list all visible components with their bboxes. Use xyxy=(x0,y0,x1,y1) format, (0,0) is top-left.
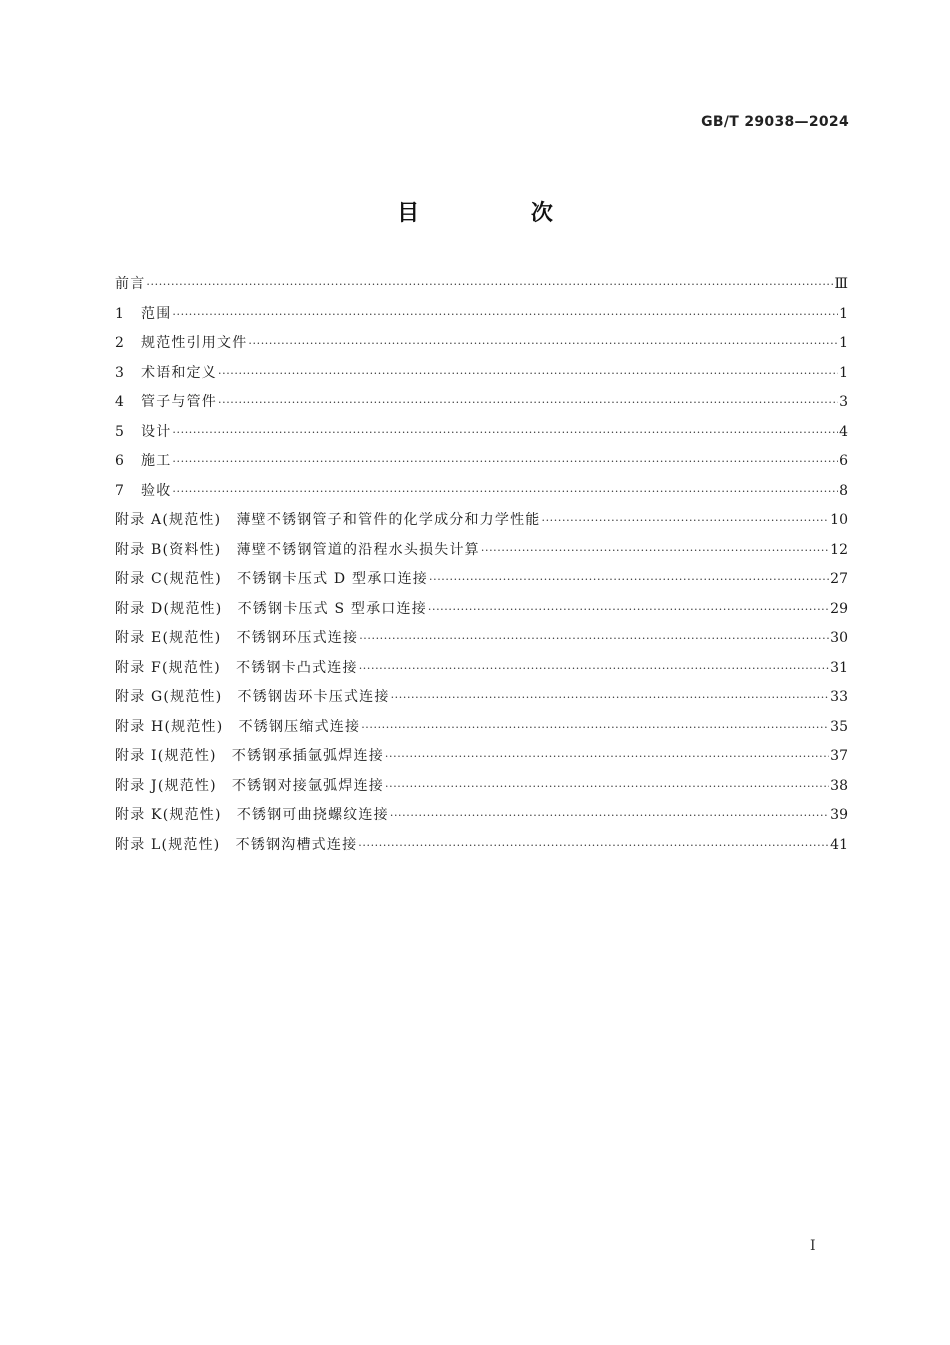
toc-entry-annex-a[interactable] xyxy=(115,506,848,536)
toc-leader-dots xyxy=(172,300,838,330)
toc-entry-annex-k[interactable] xyxy=(115,801,848,831)
toc-entry-number: 6 xyxy=(115,453,126,469)
table-of-contents xyxy=(115,270,848,860)
toc-entry-7[interactable] xyxy=(115,477,848,507)
toc-leader-dots xyxy=(359,654,829,684)
toc-leader-dots xyxy=(146,270,833,300)
page-title: 目 次 xyxy=(397,201,605,226)
toc-entry-label xyxy=(115,359,217,389)
toc-leader-dots xyxy=(218,388,838,418)
toc-entry-label: 附录 K(规范性) 不锈钢可曲挠螺纹连接 xyxy=(115,807,389,823)
toc-entry-page: 1 xyxy=(839,364,848,381)
toc-entry-label: 附录 H(规范性) 不锈钢压缩式连接 xyxy=(115,718,361,735)
toc-entry-label xyxy=(115,477,171,507)
toc-entry-page: 6 xyxy=(839,453,848,469)
toc-entry-text: 验收 xyxy=(141,482,172,499)
toc-entry-annex-f[interactable] xyxy=(115,654,848,684)
toc-entry-label: 附录 J(规范性) 不锈钢对接氩弧焊连接 xyxy=(115,777,384,794)
toc-entry-label xyxy=(115,300,171,330)
toc-entry-label: 附录 E(规范性) 不锈钢环压式连接 xyxy=(115,630,359,646)
toc-entry-label xyxy=(115,418,171,448)
toc-entry-page: 31 xyxy=(830,659,848,676)
toc-entry-page: 33 xyxy=(830,689,848,705)
toc-leader-dots xyxy=(172,418,838,448)
toc-entry-page: 29 xyxy=(830,600,848,617)
toc-entry-page: 4 xyxy=(839,423,848,440)
toc-entry-label: 前言 xyxy=(115,276,146,292)
toc-leader-dots xyxy=(481,536,829,566)
toc-entry-label: 附录 L(规范性) 不锈钢沟槽式连接 xyxy=(115,836,358,853)
toc-entry-annex-h[interactable] xyxy=(115,713,848,743)
toc-entry-number: 7 xyxy=(115,482,126,499)
toc-entry-page: Ⅲ xyxy=(834,276,848,292)
toc-entry-6[interactable] xyxy=(115,447,848,477)
toc-entry-page: 10 xyxy=(830,512,848,528)
toc-entry-5[interactable] xyxy=(115,418,848,448)
toc-entry-label: 附录 I(规范性) 不锈钢承插氩弧焊连接 xyxy=(115,748,384,764)
toc-entry-label: 附录 B(资料性) 薄壁不锈钢管道的沿程水头损失计算 xyxy=(115,541,480,558)
toc-leader-dots xyxy=(428,595,829,625)
toc-entry-label: 附录 C(规范性) 不锈钢卡压式 D 型承口连接 xyxy=(115,571,429,587)
toc-leader-dots xyxy=(172,477,838,507)
toc-entry-page: 8 xyxy=(839,482,848,499)
toc-leader-dots xyxy=(385,772,829,802)
toc-entry-page: 35 xyxy=(830,718,848,735)
toc-entry-annex-l[interactable] xyxy=(115,831,848,861)
toc-entry-label xyxy=(115,329,247,359)
page-number: Ⅰ xyxy=(810,1238,816,1254)
toc-leader-dots xyxy=(541,506,829,536)
toc-entry-number: 2 xyxy=(115,335,126,351)
standard-code: GB/T 29038—2024 xyxy=(701,114,849,130)
toc-entry-page: 1 xyxy=(839,305,848,322)
toc-leader-dots xyxy=(390,801,829,831)
toc-entry-page: 41 xyxy=(830,836,848,853)
toc-leader-dots xyxy=(248,329,838,359)
toc-entry-page: 27 xyxy=(830,571,848,587)
toc-entry-label xyxy=(115,388,217,418)
toc-entry-text: 设计 xyxy=(141,423,172,440)
toc-entry-annex-g[interactable] xyxy=(115,683,848,713)
toc-entry-number: 3 xyxy=(115,364,126,381)
toc-entry-2[interactable] xyxy=(115,329,848,359)
toc-entry-annex-i[interactable] xyxy=(115,742,848,772)
toc-entry-page: 30 xyxy=(830,630,848,646)
toc-entry-page: 3 xyxy=(839,394,848,410)
toc-entry-label: 附录 G(规范性) 不锈钢齿环卡压式连接 xyxy=(115,689,390,705)
toc-entry-number: 4 xyxy=(115,394,126,410)
toc-entry-foreword[interactable] xyxy=(115,270,848,300)
toc-entry-text: 术语和定义 xyxy=(141,364,217,381)
toc-entry-3[interactable] xyxy=(115,359,848,389)
toc-entry-label: 附录 F(规范性) 不锈钢卡凸式连接 xyxy=(115,659,358,676)
toc-entry-label: 附录 A(规范性) 薄壁不锈钢管子和管件的化学成分和力学性能 xyxy=(115,512,541,528)
toc-entry-annex-j[interactable] xyxy=(115,772,848,802)
toc-entry-annex-b[interactable] xyxy=(115,536,848,566)
toc-entry-number: 5 xyxy=(115,423,126,440)
toc-entry-annex-e[interactable] xyxy=(115,624,848,654)
toc-entry-number: 1 xyxy=(115,305,126,322)
toc-entry-page: 12 xyxy=(830,541,848,558)
toc-entry-4[interactable] xyxy=(115,388,848,418)
toc-entry-page: 1 xyxy=(839,335,848,351)
toc-entry-page: 38 xyxy=(830,777,848,794)
toc-leader-dots xyxy=(391,683,830,713)
toc-leader-dots xyxy=(359,624,829,654)
toc-leader-dots xyxy=(172,447,838,477)
toc-entry-page: 39 xyxy=(830,807,848,823)
toc-leader-dots xyxy=(358,831,829,861)
toc-entry-text: 范围 xyxy=(141,305,172,322)
toc-entry-page: 37 xyxy=(830,748,848,764)
toc-entry-text: 规范性引用文件 xyxy=(141,335,248,351)
toc-entry-annex-c[interactable] xyxy=(115,565,848,595)
toc-entry-label: 附录 D(规范性) 不锈钢卡压式 S 型承口连接 xyxy=(115,600,427,617)
toc-leader-dots xyxy=(218,359,838,389)
toc-leader-dots xyxy=(385,742,829,772)
toc-leader-dots xyxy=(429,565,829,595)
toc-entry-text: 施工 xyxy=(141,453,172,469)
toc-entry-label xyxy=(115,447,171,477)
toc-entry-text: 管子与管件 xyxy=(141,394,217,410)
toc-entry-1[interactable] xyxy=(115,300,848,330)
toc-leader-dots xyxy=(361,713,829,743)
toc-entry-annex-d[interactable] xyxy=(115,595,848,625)
